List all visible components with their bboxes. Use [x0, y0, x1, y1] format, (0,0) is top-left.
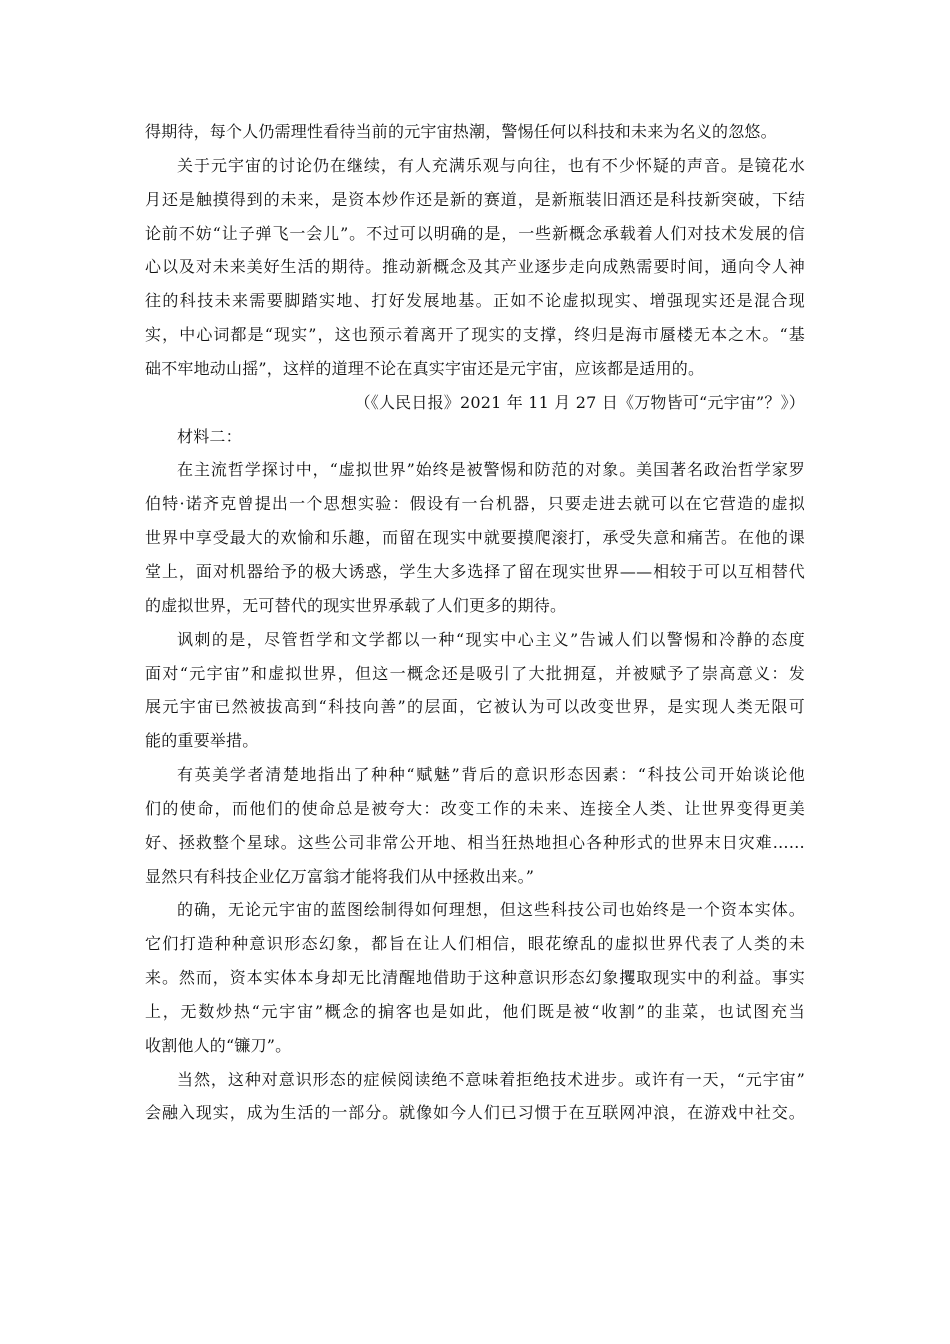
text-line: 伯特·诺齐克曾提出一个思想实验：假设有一台机器，只要走进去就可以在它营造的虚拟	[145, 494, 805, 514]
text-line: 当然，这种对意识形态的症候阅读绝不意味着拒绝技术进步。或许有一天，“元宇宙”	[177, 1069, 805, 1089]
text-line: 础不牢地动山摇”，这样的道理不论在真实宇宙还是元宇宙，应该都是适用的。	[145, 358, 705, 378]
text-line: 有英美学者清楚地指出了种种“赋魅”背后的意识形态因素：“科技公司开始谈论他	[177, 765, 805, 785]
text-line: 好、拯救整个星球。这些公司非常公开地、相当狂热地担心各种形式的世界末日灾难……	[145, 832, 805, 852]
text-line: 得期待，每个人仍需理性看待当前的元宇宙热潮，警惕任何以科技和未来为名义的忽悠。	[145, 122, 777, 141]
text-line: 实，中心词都是“现实”，这也预示着离开了现实的支撑，终归是海市蜃楼无本之木。“基	[145, 325, 805, 345]
text-line: 展元宇宙已然被拔高到“科技向善”的层面，它被认为可以改变世界，是实现人类无限可	[145, 697, 805, 717]
text-line: 世界中享受最大的欢愉和乐趣，而留在现实中就要摸爬滚打，承受失意和痛苦。在他的课	[145, 528, 805, 548]
text-line: 论前不妨“让子弹飞一会儿”。不过可以明确的是，一些新概念承载着人们对技术发展的信	[145, 223, 805, 243]
text-line: 堂上，面对机器给予的极大诱惑，学生大多选择了留在现实世界——相较于可以互相替代	[145, 561, 805, 581]
text-line: 关于元宇宙的讨论仍在继续，有人充满乐观与向往，也有不少怀疑的声音。是镜花水	[177, 155, 805, 175]
text-line: 月还是触摸得到的未来，是资本炒作还是新的赛道，是新瓶装旧酒还是科技新突破，下结	[145, 189, 805, 209]
text-line: 的确，无论元宇宙的蓝图绘制得如何理想，但这些科技公司也始终是一个资本实体。	[177, 900, 805, 920]
article-body	[145, 115, 805, 1130]
text-line: 它们打造种种意识形态幻象，都旨在让人们相信，眼花缭乱的虚拟世界代表了人类的未	[145, 934, 805, 954]
text-line: 收割他人的“镰刀”。	[145, 1035, 292, 1055]
citation: （《人民日报》2021 年 11 月 27 日《万物皆可“元宇宙”？》）	[354, 392, 805, 412]
text-line: 在主流哲学探讨中，“虚拟世界”始终是被警惕和防范的对象。美国著名政治哲学家罗	[177, 460, 805, 480]
text-line: 的虚拟世界，无可替代的现实世界承载了人们更多的期待。	[145, 595, 567, 615]
text-line: 们的使命，而他们的使命总是被夸大：改变工作的未来、连接全人类、让世界变得更美	[145, 798, 805, 818]
text-line: 会融入现实，成为生活的一部分。就像如今人们已习惯于在互联网冲浪，在游戏中社交。	[145, 1103, 805, 1123]
text-line: 心以及对未来美好生活的期待。推动新概念及其产业逐步走向成熟需要时间，通向令人神	[145, 257, 805, 277]
text-line: 来。然而，资本实体本身却无比清醒地借助于这种意识形态幻象攫取现实中的利益。事实	[145, 968, 805, 988]
text-line: 讽刺的是，尽管哲学和文学都以一种“现实中心主义”告诫人们以警惕和冷静的态度	[177, 629, 805, 649]
text-line: 能的重要举措。	[145, 731, 259, 751]
text-line: 显然只有科技企业亿万富翁才能将我们从中拯救出来。”	[145, 866, 535, 886]
text-line: 往的科技未来需要脚踏实地、打好发展地基。正如不论虚拟现实、增强现实还是混合现	[145, 291, 805, 311]
text-line: 上，无数炒热“元宇宙”概念的掮客也是如此，他们既是被“收割”的韭菜，也试图充当	[145, 1001, 805, 1021]
section-heading: 材料二：	[177, 426, 242, 446]
text-line: 面对“元宇宙”和虚拟世界，但这一概念还是吸引了大批拥趸，并被赋予了崇高意义：发	[145, 663, 805, 683]
